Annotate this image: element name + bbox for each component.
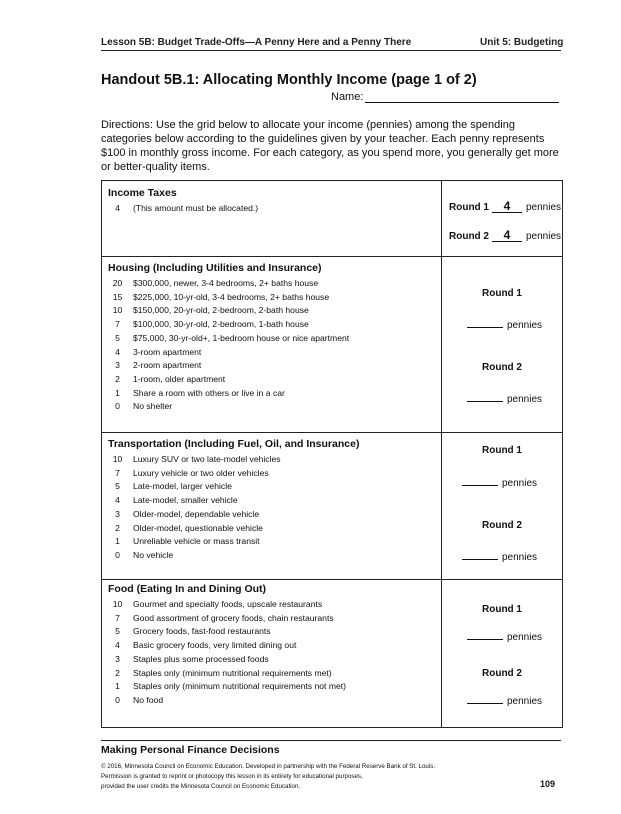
- page-title: Handout 5B.1: Allocating Monthly Income (page 1 of 2): [101, 72, 477, 88]
- pennies-label: pennies: [502, 478, 538, 489]
- option-description: $225,000, 10-yr-old, 3-4 bedrooms, 2+ baths house: [133, 291, 330, 302]
- option-row: [108, 667, 438, 681]
- option-pennies: 3: [115, 360, 120, 371]
- option-row: [108, 387, 438, 401]
- round1-label: Round 1: [449, 202, 489, 213]
- option-row: [108, 373, 438, 387]
- option-pennies: 2: [115, 373, 120, 384]
- row-divider: [102, 579, 562, 580]
- option-description: Older-model, questionable vehicle: [133, 522, 263, 533]
- name-line[interactable]: [365, 92, 559, 103]
- option-row: [108, 467, 438, 481]
- option-description: 3-room apartment: [133, 346, 202, 357]
- allocation-grid: [101, 180, 563, 728]
- option-description: Luxury vehicle or two older vehicles: [133, 467, 269, 478]
- food-title: Food (Eating In and Dining Out): [108, 583, 267, 595]
- pennies-label: pennies: [526, 202, 562, 213]
- name-label: Name:: [331, 91, 364, 103]
- lesson-header: Lesson 5B: Budget Trade-Offs—A Penny Here and a Penny There: [101, 37, 412, 48]
- round2-value[interactable]: 4: [492, 229, 522, 242]
- food-section: [108, 583, 438, 708]
- income-taxes-section: [108, 187, 438, 216]
- income-taxes-round1[interactable]: [449, 200, 561, 213]
- pennies-label: pennies: [502, 552, 538, 563]
- option-description: Good assortment of grocery foods, chain restaurants: [133, 612, 334, 623]
- unit-header: Unit 5: Budgeting: [480, 37, 564, 48]
- option-description: Share a room with others or live in a car: [133, 387, 285, 398]
- transportation-round1-pennies[interactable]: [462, 476, 537, 489]
- option-description: Gourmet and specialty foods, upscale restaurants: [133, 599, 323, 609]
- option-row: [108, 694, 438, 708]
- pennies-label: pennies: [507, 320, 543, 331]
- option-pennies: 0: [115, 694, 120, 705]
- option-row: [108, 453, 438, 467]
- name-field[interactable]: [331, 91, 559, 103]
- food-round1-label: Round 1: [482, 604, 522, 615]
- option-row: [108, 625, 438, 639]
- permission-line: Permission is granted to reprint or photocopy this lesson in its entirety for educational purposes,: [101, 773, 363, 780]
- housing-round1-pennies[interactable]: [467, 318, 542, 331]
- option-description: Grocery foods, fast-food restaurants: [133, 626, 271, 637]
- housing-round1-label: Round 1: [482, 288, 522, 299]
- option-description: Older-model, dependable vehicle: [133, 508, 260, 519]
- housing-round2-label: Round 2: [482, 362, 522, 373]
- option-row: [108, 277, 438, 291]
- option-row: [108, 346, 438, 360]
- footer-rule: [101, 740, 561, 741]
- option-row: [108, 612, 438, 626]
- option-row: [108, 304, 438, 318]
- option-row: [108, 549, 438, 563]
- header-rule: [101, 50, 561, 51]
- option-pennies: 20: [112, 278, 123, 288]
- option-pennies: 10: [112, 599, 123, 609]
- pennies-label: pennies: [526, 231, 562, 242]
- option-pennies: 7: [115, 319, 120, 330]
- transportation-round2-blank[interactable]: [462, 550, 498, 560]
- option-description: Staples only (minimum nutritional requirements not met): [133, 681, 347, 692]
- option-row: [108, 480, 438, 494]
- option-pennies: 1: [115, 681, 120, 692]
- food-round2-blank[interactable]: [467, 694, 503, 704]
- option-pennies: 4: [115, 495, 120, 506]
- option-pennies: 1: [115, 387, 120, 398]
- housing-title: Housing (Including Utilities and Insurance): [108, 262, 322, 274]
- option-description: Staples plus some processed foods: [133, 653, 269, 664]
- transportation-section: [108, 438, 438, 563]
- option-row: [108, 653, 438, 667]
- option-pennies: 4: [115, 203, 120, 213]
- transportation-title: Transportation (Including Fuel, Oil, and Insurance): [108, 438, 360, 450]
- option-pennies: 3: [115, 508, 120, 519]
- option-row: [108, 400, 438, 414]
- transportation-round1-blank[interactable]: [462, 476, 498, 486]
- transportation-round2-pennies[interactable]: [462, 550, 537, 563]
- option-description: $150,000, 20-yr-old, 2-bedroom, 2-bath house: [133, 305, 309, 316]
- housing-round2-blank[interactable]: [467, 392, 503, 402]
- option-row: [108, 291, 438, 305]
- option-pennies: 10: [112, 454, 123, 464]
- housing-round1-blank[interactable]: [467, 318, 503, 328]
- pennies-label: pennies: [507, 696, 543, 707]
- option-pennies: 0: [115, 401, 120, 412]
- food-round1-blank[interactable]: [467, 630, 503, 640]
- option-pennies: 4: [115, 346, 120, 357]
- option-pennies: 0: [115, 549, 120, 560]
- page-number: 109: [540, 779, 556, 789]
- transportation-round1-label: Round 1: [482, 445, 522, 456]
- pennies-label: pennies: [507, 632, 543, 643]
- option-description: $75,000, 30-yr-old+, 1-bedroom house or nice apartment: [133, 332, 350, 343]
- income-taxes-round2[interactable]: [449, 229, 561, 242]
- option-description: $300,000, newer, 3-4 bedrooms, 2+ baths house: [133, 278, 319, 288]
- footer-title: Making Personal Finance Decisions: [101, 744, 280, 756]
- option-description: Staples only (minimum nutritional requirements met): [133, 667, 332, 678]
- option-description: $100,000, 30-yr-old, 2-bedroom, 1-bath house: [133, 319, 309, 330]
- option-row: [108, 639, 438, 653]
- option-pennies: 10: [112, 305, 123, 316]
- option-description: 1-room, older apartment: [133, 373, 226, 384]
- option-description: No shelter: [133, 401, 173, 412]
- round1-value[interactable]: 4: [492, 200, 522, 213]
- round2-label: Round 2: [449, 231, 489, 242]
- option-row: [108, 359, 438, 373]
- option-row: [108, 318, 438, 332]
- option-description: Late-model, smaller vehicle: [133, 495, 238, 506]
- food-round2-pennies[interactable]: [467, 694, 542, 707]
- option-row: [108, 680, 438, 694]
- option-description: No food: [133, 694, 164, 705]
- housing-section: [108, 262, 438, 414]
- option-pennies: 3: [115, 653, 120, 664]
- row-divider: [102, 256, 562, 257]
- option-description: No vehicle: [133, 549, 174, 560]
- option-pennies: 5: [115, 481, 120, 492]
- option-pennies: 15: [112, 291, 123, 302]
- option-row: [108, 494, 438, 508]
- option-description: Luxury SUV or two late-model vehicles: [133, 454, 281, 464]
- food-round2-label: Round 2: [482, 668, 522, 679]
- option-pennies: 1: [115, 536, 120, 547]
- option-row: [108, 535, 438, 549]
- housing-round2-pennies[interactable]: [467, 392, 542, 405]
- option-row: [108, 508, 438, 522]
- copyright-line: © 2016, Minnesota Council on Economic Education. Developed in partnership with the Federal Reserve Bank of St. Louis.: [101, 763, 436, 770]
- option-pennies: 2: [115, 667, 120, 678]
- option-row: [108, 598, 438, 612]
- option-description: Unreliable vehicle or mass transit: [133, 536, 260, 547]
- option-pennies: 7: [115, 612, 120, 623]
- transportation-round2-label: Round 2: [482, 520, 522, 531]
- option-row: [108, 202, 438, 216]
- option-description: Basic grocery foods, very limited dining out: [133, 640, 297, 651]
- copyright-text: [101, 762, 521, 792]
- food-round1-pennies[interactable]: [467, 630, 542, 643]
- option-description: 2-room apartment: [133, 360, 202, 371]
- directions-text: Directions: Use the grid below to allocate your income (pennies) among the spending categories below according to the guidelines given by your teacher. Each penny represents $100 in monthly gross income. For each category, as you spend more, you generally get more or better-quality items.: [101, 119, 559, 173]
- income-taxes-title: Income Taxes: [108, 187, 177, 199]
- option-pennies: 5: [115, 332, 120, 343]
- pennies-label: pennies: [507, 394, 543, 405]
- option-row: [108, 332, 438, 346]
- option-description: (This amount must be allocated.): [133, 203, 259, 213]
- option-pennies: 4: [115, 640, 120, 651]
- option-pennies: 2: [115, 522, 120, 533]
- option-description: Late-model, larger vehicle: [133, 481, 232, 492]
- option-row: [108, 522, 438, 536]
- row-divider: [102, 432, 562, 433]
- option-pennies: 5: [115, 626, 120, 637]
- credit-line: provided the user credits the Minnesota Council on Economic Education.: [101, 783, 301, 790]
- option-pennies: 7: [115, 467, 120, 478]
